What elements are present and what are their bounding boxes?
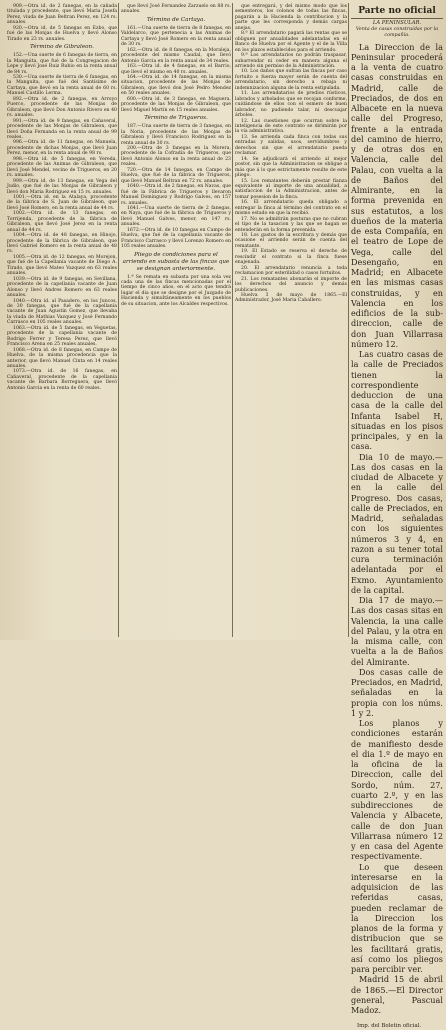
condition-paragraph: 14. Se adjudicará el arriendo al mejor postor, sin que la Administracion se obligue a más que á lo que estrictamente resulte de este pliego. <box>235 156 347 179</box>
listing-paragraph: 991.—Otra id. de 9 fanegas, en Cañaveral, procedente de las Monjas de Gibraleon, que llevó Doña Fernanda en la renta anual de 99 reales. <box>7 118 117 140</box>
section-title-unofficial: Parte no oficial <box>351 4 443 19</box>
condition-paragraph: 18. Los gastos de la escritura y demás que ocasione el arriendo serán de cuenta del rematante. <box>235 233 347 249</box>
listing-paragraph: 1073.—Otra id. de 16 fanegas, en Cañaveral, procedente de la capellanía vacante de Barbara Borreguera, que llevó Antonio Garcia en la renta de 60 reales. <box>7 369 117 391</box>
listing-paragraph: que llevó José Fernandez Zarzuelo en 88 rs. anuales. <box>121 4 231 15</box>
section-heading-trigueros: Término de Trigueros. <box>144 115 208 122</box>
listing-paragraph: 600.—Otra id. de 3 fanegas, en Maguera, procedente de las Monjas de Gibraleon, que llevó Miguel Martín en 15 reales anuales. <box>121 96 231 113</box>
condition-paragraph: 19. El Estado se reserva el derecho de rescindir el contrato si la finca fuese enajenada. <box>235 249 347 266</box>
condition-paragraph: 1.ª Se remata en subasta por una sola vez cada una de las fincas mencionadas por el tiempo de cinco años, en el acto que tendrá lugar el dia que se designe por el Juzgado de Hacienda y simultáneamente en los pueblos de su situacion, ante los Alcaldes respectivos. <box>121 274 231 307</box>
column-3-list <box>235 4 347 304</box>
section-heading-cartaya: Término de Cartaya. <box>146 16 206 23</box>
column-1 <box>7 4 117 636</box>
listing-paragraph: 920.—Otra id. de 5 fanegas en Ezbo, que fué de las Monjas de Huelva y llevó Alonso Tirado en 23 rs. anuales. <box>7 25 117 42</box>
article-paragraph: Madrid 15 de abril de 1865.—El Director general, Pascual Madoz. <box>351 974 443 1016</box>
condition-paragraph: 15. Los rematantes deberán prestar fianza equivalente al importe de una anualidad, a satisfaccion de la Administracion, antes de tomar posesion de la finca. <box>235 178 347 200</box>
condition-paragraph: 9.ª Los arrendatarios no podrán traspasar, subarrendar ni ceder en manera alguna el arriendo sin permiso de la Administración. <box>235 53 347 69</box>
condition-paragraph: 17. No se admitirán posturas que no cubran el tipo de la tasacion y las que se hagan se entenderán en la forma prevenida. <box>235 216 347 233</box>
condition-paragraph: 11. Los arrendatarios de predios rústicos, labrados y arbolados que se recojan conforme, cuidándose de ellos con el esmero de buen labrador, no pudiendo talar, ni descuajar árboles. <box>235 91 347 119</box>
listing-paragraph: 1039.—Otra id. de 9 fanegas, en Sevillana, procedente de la capellanía vacante de Juan Alonso y llevó Andres Romero en 63 reales anuales. <box>7 276 117 299</box>
listing-paragraph: 999.—Otra id. de 13 fanegas, en Vega del Judío, que fué de las Monjas de Gibraleon y llevó don Maria Rodriguez en 15 rs. anuales. <box>7 178 117 195</box>
article-subtitle: Venta de casas construidas por la compañía. <box>355 26 439 38</box>
listing-paragraph: 161.—Una suerte de tierra de 8 fanegas, en Valdelarco, que pertenecia a las Animas de Cartaya y llevó José Romero en la renta anual de 30 rs. <box>121 25 231 48</box>
condition-paragraph: que entregará, y del mismo modo que los sementeros, los colonos de todas las fincas, pagarán a la Hacienda la contribucion y la parte que les corresponda y demás cargas anejas. <box>235 4 347 31</box>
column-2-top-list <box>121 4 231 15</box>
listing-paragraph: 1002.—Otra id. de 13 fanegas, en Torrijenda, procedente de la fábrica de Gibraleon, que llevó José Jerez en la renta anual de 44 rs. <box>7 211 117 233</box>
column-3 <box>235 4 347 636</box>
article-paragraph: Dos casas calle de Preciados, en Madrid, señaladas en la propia con los núms. 1 y 2. <box>351 666 443 718</box>
condition-paragraph: 20. El arrendatario renuncia a toda reclamacion por esterilidad o casos fortuitos. <box>235 265 347 277</box>
listing-paragraph: 1001.—Otra id. en la Atalaya, procedente de la fábrica de S. Juan de Gibraleon, que llevó José Romero, en la renta anual de 44 rs. <box>7 194 117 211</box>
column-rule <box>118 3 119 637</box>
article-paragraph: Lo que deseen interesarse en la adquisicion de las referidas casas, pueden reclamar de la Direccion los planos de la forma y distribucion que se les facilitará gratis, así como los pliegos para percibir ver. <box>351 861 443 975</box>
condition-paragraph: 16. El arrendatario queda obligado a entregar la finca al término del contrato en el mismo estado en que la recibió. <box>235 200 347 217</box>
listing-paragraph: 1005.—Otra id. de 12 fanegas, en Morejon, que fué de la Capellanía vacante de Diego A. Tirado, que llevó Mateo Vazquez en 63 reales anuales. <box>7 254 117 277</box>
column-2-list-cartaya <box>121 26 231 113</box>
column-rule <box>348 3 349 637</box>
listing-paragraph: 152.—Una suerte de 6 fanegas de tierra, en la Manguita, que fué de la Congregacion de Lepe y llevó José Ruiz Rubio en la renta anual de 84 rs. <box>7 53 117 75</box>
column-4 <box>351 4 443 1030</box>
listing-paragraph: 1004.—Otra id. de 48 fanegas, en Hinojo, procedente de la fábrica de Gibraleon, que llevó Gabriel Romero en la renta anual de 48 rs. <box>7 233 117 255</box>
article-body <box>351 42 443 1030</box>
listing-paragraph: 1063.—Otra id. de 5 fanegas, en Veguetas, procedente de la capellanía vacante de Rodrigo Ferrer y Teresa Perez, que llevó Francisco Arena en 25 reales anuales. <box>7 325 117 348</box>
condition-paragraph: 13. Se arrienda cada finca con todas sus entradas y salidas, usos, servidumbres y derechos sin que el arrendatario pueda reclamar. <box>235 134 347 157</box>
listing-paragraph: 996.—Otra id. de 11 fanegas, en Manuela, procedente de dichas Monjas, que llevó Juan Perez, menor, en la renta anual de 98 rs. <box>7 140 117 157</box>
article-title: LA PENINSULAR. <box>372 20 422 26</box>
listing-paragraph: 200.—Otra de 3 fanegas en la Morera, procedente de la Cofradía de Trigueros, que llevó Antonio Alonso en la renta anual de 23 reales. <box>121 145 231 168</box>
listing-paragraph: 187.—Una suerte de tierra de 3 fanegas, en la Noria, procedente de las Monjas de Gibraleon y llevó Francisco Rodriguez en la renta anual de 30 rs. <box>121 124 231 146</box>
column-2-list-trigueros <box>121 124 231 249</box>
article-paragraph: Dia 10 de mayo.—Las dos casas en la ciudad de Albacete y en la calle del Progreso. Dos casas, calle de Preciados, en Madrid, señaladas con los siguientes números 3 y 4, en razon a su tener total cura terminación adelantada por el Exmo. Ayuntamiento de la capital. <box>351 451 443 595</box>
column-2 <box>121 4 231 636</box>
section-heading-conditions: Pliego de condiciones para el arriendo en subasta de las fincas que se designan anteriormente. <box>122 251 230 272</box>
column-2-conditions <box>121 275 231 308</box>
column-rule <box>232 3 233 637</box>
article-paragraph: Las cuatro casas de la calle de Preciados tienen la correspondiente deduccion de una casa de la calle del Infanta Isabel H, situadas en los pisos principales, y en la casa. <box>351 349 443 452</box>
listing-paragraph: 162.—Otra id. de 8 fanegas, en la Moraleja, procedente del mismo Caudal, que llevó Antonio Garcia en la renta anual de 34 reales. <box>121 47 231 64</box>
listing-paragraph: 1641.—Una suerte de tierra de 2 fanegas, en Naya, que fué de la fábrica de Trigueros y llevó Manuel Galves, menor, en 147 rs. anuales. <box>121 205 231 228</box>
listing-paragraph: 720.—Otra de 14 fanegas, en Campo de Huelva, que fué de la fábrica de Trigueros, que llevó Manuel Beltran en 72 rs. anuales. <box>121 167 231 184</box>
section-heading-gibraleon: Término de Gibraleon. <box>30 44 94 51</box>
condition-paragraph: 10. Los daños que sufran las fincas por caso fortuito o fuerza mayor serán de cuenta del arrendatario, sin derecho a rebaja ni indemnizacion alguna de la renta estipulada. <box>235 69 347 91</box>
listing-paragraph: 998.—Otra id. de 5 fanegas, en Vereda, procedente de las Animas de Gibraleon, que llevó José Mendel, vecino de Trigueros, en 20 rs. anuales. <box>7 156 117 179</box>
condition-paragraph: Huelva 3 de mayo de 1865.—El Administrador, José Maria Caballero. <box>235 293 347 304</box>
listing-paragraph: 530.—Una suerte de tierra de 6 fanegas, en la Manguita, que fué del Santísimo de Cartaya, que llevó en la renta anual de 60 rs. Manuel Castillo Lerma. <box>7 74 117 97</box>
article-paragraph: Dia 17 de mayo.—Las dos casas sitas en Valencia, la una calle del Palau, y la otra en la misma calle, con vuelta a la de Baños del Almirante. <box>351 595 443 667</box>
listing-paragraph: 892.—Otra id. de 2 fanegas, en Arroyo Puerco, procedente de las Monjas de Gibraleon, que llevó Don Antonio Rivero en 40 rs. anuales. <box>7 96 117 119</box>
condition-paragraph: 21. Los rematantes abonarán el importe de los derechos del anuncio y demás publicaciones. <box>235 276 347 293</box>
listing-paragraph: 1040.—Otra id. al Pasadero, en los Juncos, de 30 fanegas, que fué de la capellanía vacante de Juan Agustin Gomez, que llevaba la viuda de Mathias Vazquez y José Fernando Carrasco en 105 reales anuales. <box>7 298 117 326</box>
listing-paragraph: 164.—Otra id. de 14 fanegas, en la misma situacion, procedente de las Monjas de Gibraleon, que llevó don José Pedro Mendez en 50 reales anuales. <box>121 74 231 97</box>
listing-paragraph: 1640.—Otra id. de 2 fanegas, en Navas, que fué de la Fábrica de Trigueros y llevaron Manuel Domínguez y Rodrigo Galves, en 157 rs. anuales. <box>121 184 231 206</box>
listing-paragraph: 909.—Otra id. de 2 fanegas, en la cañada titulada y procedente, que llevó Maria Josefa Perez, viuda de Juan Beltran Perez, en 124 rs. anuales. <box>7 4 117 26</box>
listing-paragraph: 163.—Otra id. de 4 fanegas, en el Barrio, que llevó el mismo en 40 rs. anuales. <box>121 64 231 75</box>
listing-paragraph: 1068.—Otra id. de 8 fanegas, en Campo de Huelva, de la misma procedencia que la anterior, que llevó Manuel Cinta en 14 reales anuales. <box>7 347 117 369</box>
condition-paragraph: 8.ª El arrendatario pagará las rentas que se obliguen por anualidades adelantadas en el Banco de Huelva por el Agente y el de la Villa en los plazos establecidos para el arriendo. <box>235 31 347 53</box>
article-paragraphs <box>351 42 443 1016</box>
article-paragraph: Los planos y condiciones estarán de manifiesto desde el dia 1.º de mayo en la oficina de la Direccion, calle del Sordo, núm. 27, cuarto 2.º, y en las subdirecciones de Valencia y Albacete, calle de don Juan Villarrasa número 12 y en casa del Agente respectivamente. <box>351 718 443 862</box>
printer-footer: Imp. del Boletin oficial. <box>357 1023 422 1030</box>
column-1-list <box>7 53 117 391</box>
listing-paragraph: 1672.—Otra id. de 10 fanegas en Campo de Huelva, que fué de la capellanía vacante de Francisco Carrasco y llevó Lorenzo Romero en 105 reales anuales. <box>121 227 231 250</box>
column-1-top-list <box>7 4 117 42</box>
article-paragraph: La Direccion de la Peninsular procederá a la venta de cuatro casas construidas en Madrid, calle de Preciados, de dos en Albacete en la nueva calle del Progreso, frente a la entrada del camino de hierro, y de otras dos en Valencia, calle del Palau, con vuelta a la de Baños del Almirante, en la forma prevenida en sus estatutos, a los dueños de la materia de esta Compañía, en el teatro de Lope de Vega, calle del Desengaño, en Madrid; en Albacete en las mismas casas construidas, y en Valencia en los edificios de la sub-direccion, calle de don Juan Villarrasa número 12. <box>351 41 443 349</box>
condition-paragraph: 12. Las cuestiones que ocurran sobre la inteligencia de este contrato se dirimirán por la vía administrativa. <box>235 118 347 135</box>
